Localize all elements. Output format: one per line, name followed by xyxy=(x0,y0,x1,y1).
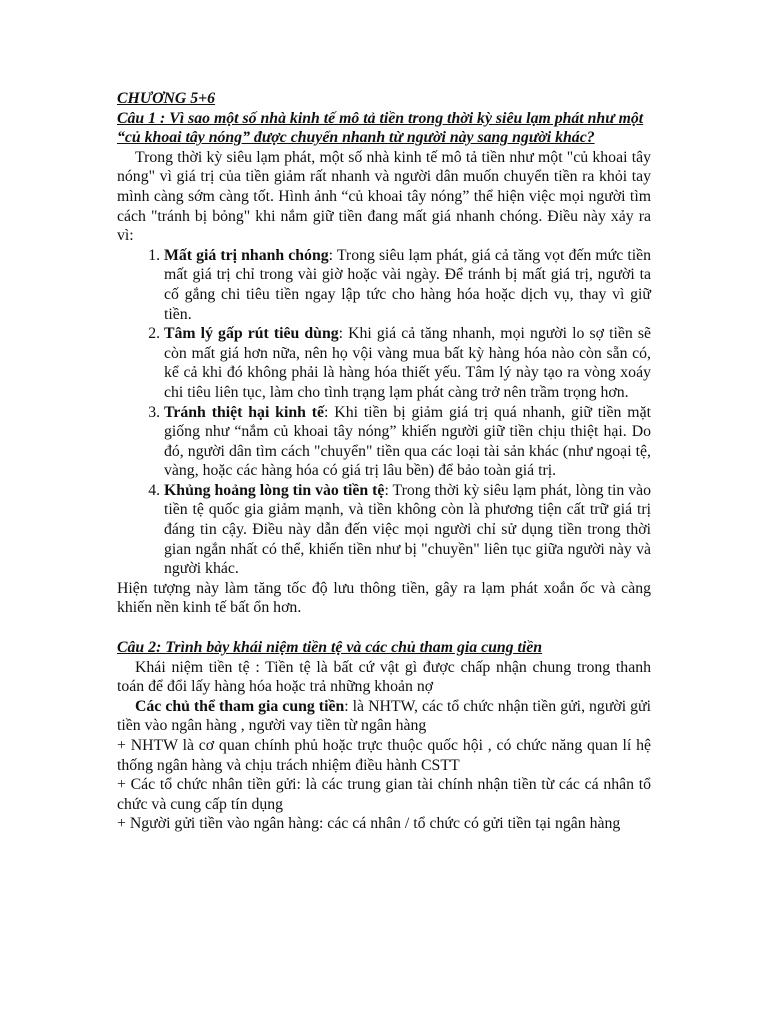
section-spacer xyxy=(117,618,651,638)
actor-point: + Các tổ chức nhân tiền gửi: là các trung gian tài chính nhận tiền từ các cá nhân tổ chức và cung cấp tín dụng xyxy=(117,776,651,813)
question-1-intro: Trong thời kỳ siêu lạm phát, một số nhà kinh tế mô tả tiền như một "củ khoai tây nóng" vì giá trị của tiền giảm rất nhanh và người dân muốn chuyển tiền ra khỏi tay mình càng sớm càng tốt. Hình ảnh “củ khoai tây nóng” thể hiện việc mọi người tìm cách "tránh bị bỏng" khi nắm giữ tiền đang mất giá nhanh chóng. Điều này xảy ra vì: xyxy=(117,148,651,245)
actor-point: + Người gửi tiền vào ngân hàng: các cá nhân / tổ chức có gửi tiền tại ngân hàng xyxy=(117,815,621,833)
list-item-heading: Mất giá trị nhanh chóng xyxy=(164,246,329,264)
chapter-heading: CHƯƠNG 5+6 xyxy=(117,90,216,107)
list-item-text: : Trong thời kỳ siêu lạm phát, lòng tin vào tiền tệ quốc gia giảm mạnh, và tiền không còn là phương tiện cất trữ giá trị đáng tin cậy. Điều này dẫn đến việc mọi người chỉ sử dụng tiền trong thời gian ngắn nhất có thể, khiến tiền như bị "chuyền" liên tục giữa người này và người khác. xyxy=(164,481,652,578)
supply-actors-heading: Các chủ thể tham gia cung tiền xyxy=(135,697,345,715)
supply-actors xyxy=(117,697,651,736)
money-concept: Khái niệm tiền tệ : Tiền tệ là bất cứ vật gì được chấp nhận chung trong thanh toán để đổi lấy hàng hóa hoặc trả những khoản nợ xyxy=(117,658,651,696)
list-item-text: : Khi giá cả tăng nhanh, mọi người lo sợ tiền sẽ còn mất giá hơn nữa, nên họ vội vàng mua bất kỳ hàng hóa nào còn sẵn có, kể cả khi đó không phải là hàng hóa thiết yếu. Tâm lý này tạo ra vòng xoáy chi tiêu liên tục, làm cho tình trạng lạm phát càng trở nên trầm trọng hơn. xyxy=(164,325,652,401)
list-item-heading: Tránh thiệt hại kinh tế xyxy=(164,403,325,421)
list-item xyxy=(164,403,651,481)
question-1-title: Câu 1 : Vì sao một số nhà kinh tế mô tả tiền trong thời kỳ siêu lạm phát như một “củ khoai tây nóng” được chuyển nhanh từ người này sang người khác? xyxy=(117,109,644,147)
list-item-heading: Khủng hoảng lòng tin vào tiền tệ xyxy=(164,481,385,499)
list-item xyxy=(164,324,651,402)
reasons-list xyxy=(117,246,651,579)
document-page xyxy=(117,89,651,834)
list-item xyxy=(164,246,651,324)
list-item xyxy=(164,481,651,579)
list-item-heading: Tâm lý gấp rút tiêu dùng xyxy=(164,325,339,343)
list-item-text: : Trong siêu lạm phát, giá cả tăng vọt đến mức tiền mất giá trị chỉ trong vài giờ hoặc vài ngày. Để tránh bị mất giá trị, người ta cố gắng chi tiêu tiền ngay lập tức cho hàng hóa hoặc dịch vụ, thay vì giữ tiền. xyxy=(164,246,652,323)
question-2-title: Câu 2: Trình bày khái niệm tiền tệ và các chủ tham gia cung tiền xyxy=(117,639,543,657)
question-1-conclusion: Hiện tượng này làm tăng tốc độ lưu thông tiền, gây ra lạm phát xoắn ốc và càng khiến nền kinh tế bất ổn hơn. xyxy=(117,579,651,617)
supply-actors-text: : là NHTW, các tổ chức nhận tiền gửi, người gửi tiền vào ngân hàng , người vay tiền từ ngân hàng xyxy=(117,697,651,735)
list-item-text: : Khi tiền bị giảm giá trị quá nhanh, giữ tiền mặt giống như “nắm củ khoai tây nóng” khiến người giữ tiền chịu thiệt hại. Do đó, người dân tìm cách "chuyển" tiền qua các loại tài sản khác (như ngoại tệ, vàng, hoặc các hàng hóa có giá trị lâu bền) để bảo toàn giá trị. xyxy=(164,403,651,480)
actor-point: + NHTW là cơ quan chính phủ hoặc trực thuộc quốc hội , có chức năng quan lí hệ thống ngân hàng và chịu trách nhiệm điều hành CSTT xyxy=(117,737,651,774)
